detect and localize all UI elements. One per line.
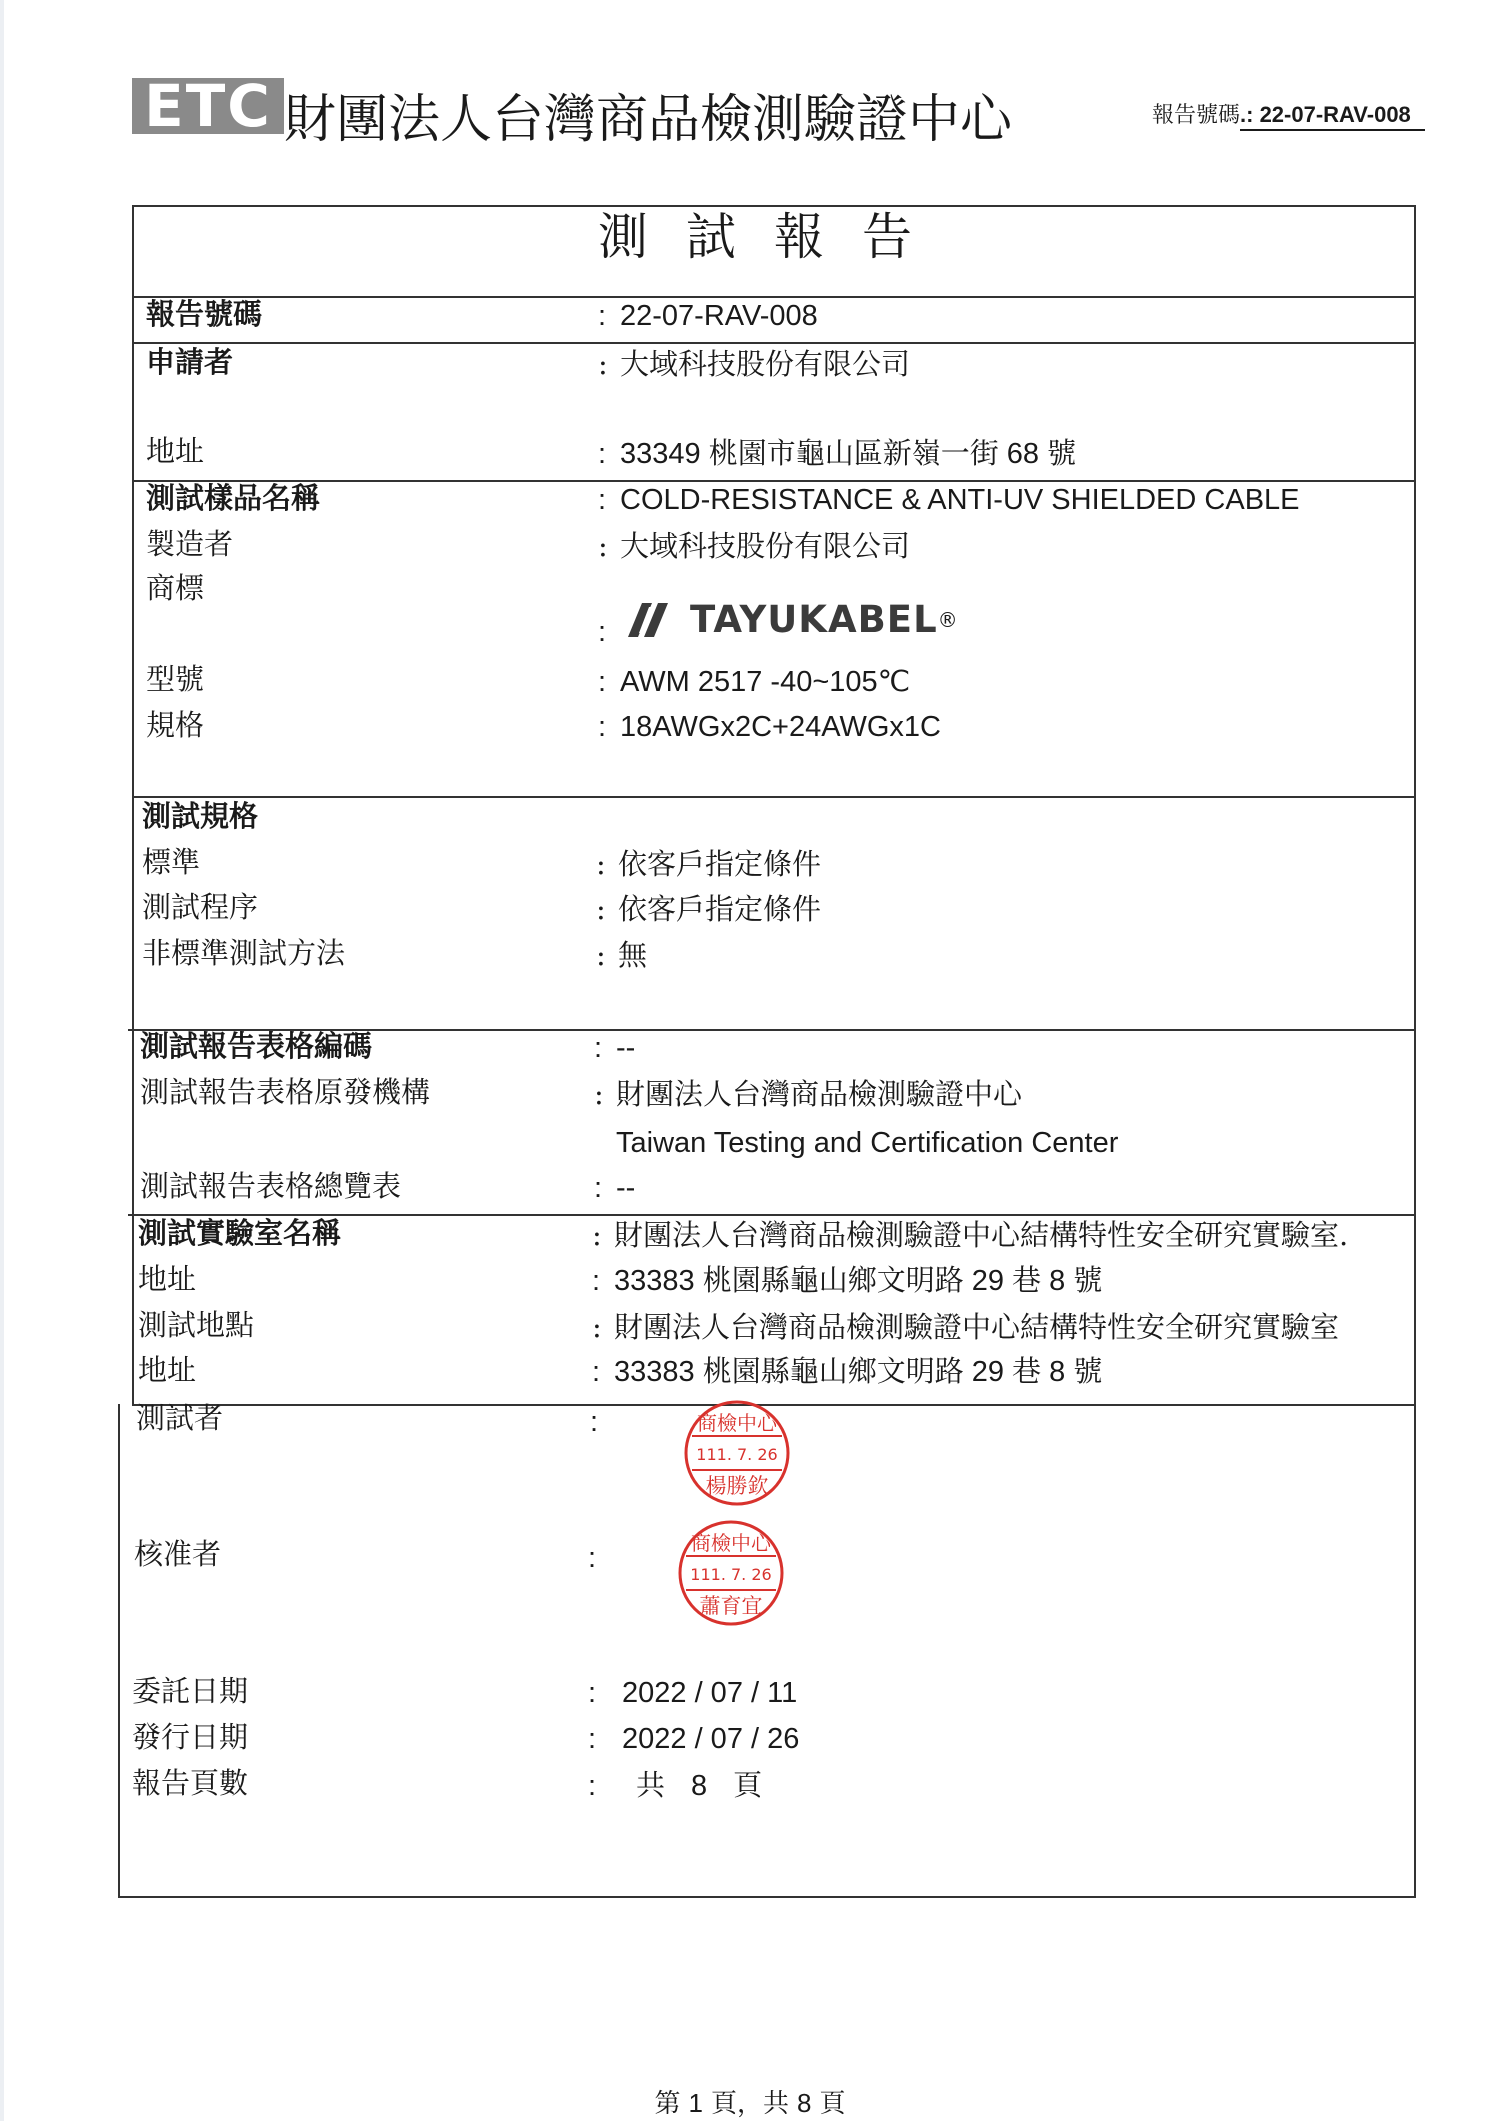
test-procedure-label: 測試程序 — [142, 890, 259, 924]
issue-date-value: : 2022 / 07 / 26 — [588, 1723, 800, 1755]
lab-address-label: 地址 — [138, 1262, 197, 1296]
page-count-label: 報告頁數 — [132, 1766, 249, 1800]
header-report-number — [1152, 98, 1425, 129]
trademark-colon: : — [598, 616, 607, 648]
seal1-date: 111. 7. 26 — [696, 1445, 778, 1464]
nonstandard-method-text: 無 — [618, 938, 648, 972]
seal1-top: 商檢中心 — [697, 1411, 777, 1435]
specification-label: 規格 — [146, 708, 205, 742]
page-count-post: 頁 — [733, 1768, 763, 1802]
sample-name-label: 測試樣品名稱 — [146, 481, 321, 515]
page-count-value: : 共 8 頁 — [588, 1768, 763, 1802]
standard-label: 標準 — [142, 845, 201, 879]
page-count-pre: 共 — [636, 1768, 666, 1802]
lab-address-value: : 33383 桃園縣龜山鄉文明路 29 巷 8 號 — [592, 1265, 1103, 1297]
manufacturer-text: 大域科技股份有限公司 — [620, 529, 911, 563]
report-title: 測試報告 — [598, 208, 950, 266]
footer-page-mid: 頁，共 — [710, 2089, 789, 2119]
issue-date-text: 2022 / 07 / 26 — [622, 1723, 800, 1755]
header-report-number-label: 報告號碼 — [1152, 103, 1241, 128]
header-report-number-value: .: 22-07-RAV-008 — [1240, 102, 1425, 131]
test-spec-heading: 測試規格 — [142, 799, 259, 833]
divider-report-number — [132, 342, 1416, 344]
form-code-value: : -- — [594, 1032, 636, 1064]
etc-logo: ETC — [132, 78, 284, 134]
report-number-value: : 22-07-RAV-008 — [598, 300, 818, 332]
applicant-text: 大域科技股份有限公司 — [620, 347, 911, 381]
commission-date-value: : 2022 / 07 / 11 — [588, 1677, 798, 1709]
form-origin-text: 財團法人台灣商品檢測驗證中心 — [616, 1077, 1023, 1111]
seal2-top: 商檢中心 — [691, 1531, 771, 1555]
form-origin-label: 測試報告表格原發機構 — [140, 1075, 431, 1109]
form-overview-value: : -- — [594, 1172, 636, 1204]
applicant-label: 申請者 — [146, 345, 234, 379]
lab-name-value: : 財團法人台灣商品檢測驗證中心結構特性安全研究實驗室. — [592, 1218, 1349, 1252]
test-procedure-text: 依客戶指定條件 — [618, 892, 822, 926]
model-value: : AWM 2517 -40~105℃ — [598, 666, 911, 698]
model-text: AWM 2517 -40~105℃ — [620, 666, 911, 698]
divider-applicant — [132, 480, 1416, 482]
lab-name-label: 測試實驗室名稱 — [138, 1216, 342, 1250]
nonstandard-method-label: 非標準測試方法 — [142, 936, 346, 970]
location-address-value: : 33383 桃園縣龜山鄉文明路 29 巷 8 號 — [592, 1356, 1103, 1388]
form-overview-text: -- — [616, 1172, 636, 1204]
sample-name-value: : COLD-RESISTANCE & ANTI-UV SHIELDED CABLE — [598, 484, 1300, 516]
form-code-text: -- — [616, 1032, 636, 1064]
tayukabel-logo-icon — [628, 603, 672, 637]
lab-address-text: 33383 桃園縣龜山鄉文明路 29 巷 8 號 — [614, 1265, 1103, 1297]
standard-text: 依客戶指定條件 — [618, 847, 822, 881]
sample-name-text: COLD-RESISTANCE & ANTI-UV SHIELDED CABLE — [620, 484, 1300, 516]
footer-page-pre: 第 — [654, 2089, 681, 2119]
form-code-label: 測試報告表格編碼 — [140, 1029, 373, 1063]
issue-date-label: 發行日期 — [132, 1720, 249, 1754]
nonstandard-method-value: : 無 — [596, 938, 648, 972]
form-origin-value: : 財團法人台灣商品檢測驗證中心 — [594, 1077, 1023, 1111]
seal2-name: 蕭育宜 — [699, 1594, 763, 1618]
test-location-value: : 財團法人台灣商品檢測驗證中心結構特性安全研究實驗室 — [592, 1310, 1340, 1344]
test-location-text: 財團法人台灣商品檢測驗證中心結構特性安全研究實驗室 — [614, 1310, 1340, 1344]
registered-mark: ® — [937, 607, 958, 632]
approver-label: 核准者 — [134, 1537, 222, 1571]
scan-edge — [0, 0, 4, 2121]
applicant-address-value: : 33349 桃園市龜山區新嶺一街 68 號 — [598, 438, 1077, 470]
form-overview-label: 測試報告表格總覽表 — [140, 1169, 402, 1203]
test-location-label: 測試地點 — [138, 1308, 255, 1342]
manufacturer-value: : 大域科技股份有限公司 — [598, 529, 911, 563]
footer-page-number: 1 — [688, 2088, 703, 2118]
divider-sample — [132, 796, 1416, 798]
applicant-value: : 大域科技股份有限公司 — [598, 347, 911, 381]
approver-seal — [676, 1518, 786, 1628]
location-address-text: 33383 桃園縣龜山鄉文明路 29 巷 8 號 — [614, 1356, 1103, 1388]
tester-colon: : — [590, 1406, 599, 1438]
page-footer — [0, 2083, 1500, 2120]
trademark-text: TAYUKABEL — [690, 598, 938, 641]
standard-value: : 依客戶指定條件 — [596, 847, 822, 881]
divider-title — [132, 296, 1416, 298]
trademark-label: 商標 — [146, 571, 205, 605]
footer-page-total: 8 — [797, 2088, 812, 2118]
report-number-text: 22-07-RAV-008 — [620, 300, 818, 332]
seal2-date: 111. 7. 26 — [690, 1565, 772, 1584]
tester-label: 測試者 — [136, 1401, 224, 1435]
manufacturer-label: 製造者 — [146, 527, 234, 561]
test-procedure-value: : 依客戶指定條件 — [596, 892, 822, 926]
applicant-address-text: 33349 桃園市龜山區新嶺一街 68 號 — [620, 438, 1077, 470]
seal1-name: 楊勝欽 — [705, 1474, 769, 1498]
commission-date-text: 2022 / 07 / 11 — [622, 1677, 798, 1709]
trademark-value — [598, 590, 958, 649]
applicant-address-label: 地址 — [146, 434, 205, 468]
specification-value: : 18AWGx2C+24AWGx1C — [598, 711, 941, 743]
footer-page-post: 頁 — [819, 2089, 846, 2119]
page-count-number: 8 — [691, 1770, 708, 1802]
specification-text: 18AWGx2C+24AWGx1C — [620, 711, 941, 743]
approver-colon: : — [588, 1542, 597, 1574]
org-name: 財團法人台灣商品檢測驗證中心 — [284, 90, 1013, 150]
location-address-label: 地址 — [138, 1353, 197, 1387]
lab-name-text: 財團法人台灣商品檢測驗證中心結構特性安全研究實驗室. — [614, 1218, 1349, 1252]
report-number-label: 報告號碼 — [146, 297, 263, 331]
form-origin-english: Taiwan Testing and Certification Center — [616, 1127, 1119, 1159]
commission-date-label: 委託日期 — [132, 1674, 249, 1708]
tester-seal — [682, 1398, 792, 1508]
model-label: 型號 — [146, 662, 205, 696]
